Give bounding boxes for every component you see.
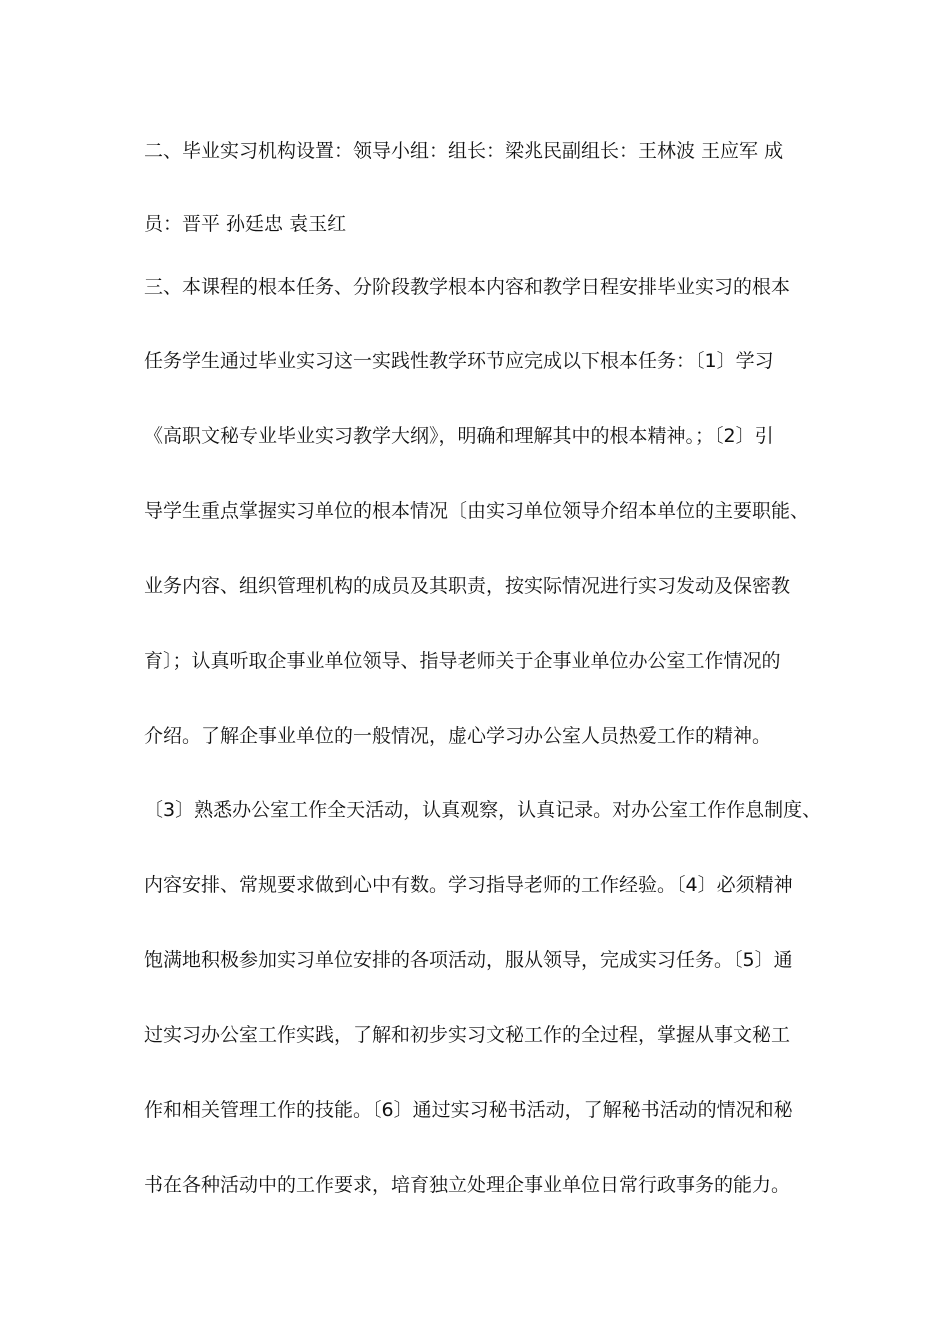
- text-line-1: 二、毕业实习机构设置：领导小组：组长：梁兆民副组长：王林波 王应军 成: [144, 140, 784, 162]
- text-line-15: 书在各种活动中的工作要求，培育独立处理企事业单位日常行政事务的能力。: [144, 1174, 791, 1196]
- text-line-2: 员：晋平 孙廷忠 袁玉红: [144, 213, 347, 235]
- text-line-11: 内容安排、常规要求做到心中有数。学习指导老师的工作经验。〔4〕必须精神: [144, 874, 793, 896]
- text-line-5: 《高职文秘专业毕业实习教学大纲》，明确和理解其中的根本精神。；〔2〕引: [144, 425, 774, 447]
- text-line-8: 育〕；认真听取企事业单位领导、指导老师关于企事业单位办公室工作情况的: [144, 650, 781, 672]
- text-line-6: 导学生重点掌握实习单位的根本情况〔由实习单位领导介绍本单位的主要职能、: [144, 500, 810, 522]
- text-line-12: 饱满地积极参加实习单位安排的各项活动，服从领导，完成实习任务。〔5〕通: [144, 949, 793, 971]
- text-line-14: 作和相关管理工作的技能。〔6〕通过实习秘书活动，了解秘书活动的情况和秘: [144, 1099, 793, 1121]
- text-line-9: 介绍。了解企事业单位的一般情况，虚心学习办公室人员热爱工作的精神。: [144, 725, 772, 747]
- text-line-13: 过实习办公室工作实践，了解和初步实习文秘工作的全过程，掌握从事文秘工: [144, 1024, 791, 1046]
- text-line-10: 〔3〕熟悉办公室工作全天活动，认真观察，认真记录。对办公室工作作息制度、: [144, 799, 822, 821]
- text-line-4: 任务学生通过毕业实习这一实践性教学环节应完成以下根本任务：〔1〕学习: [144, 350, 774, 372]
- text-line-3: 三、本课程的根本任务、分阶段教学根本内容和教学日程安排毕业实习的根本: [144, 276, 791, 298]
- text-line-7: 业务内容、组织管理机构的成员及其职责，按实际情况进行实习发动及保密教: [144, 575, 791, 597]
